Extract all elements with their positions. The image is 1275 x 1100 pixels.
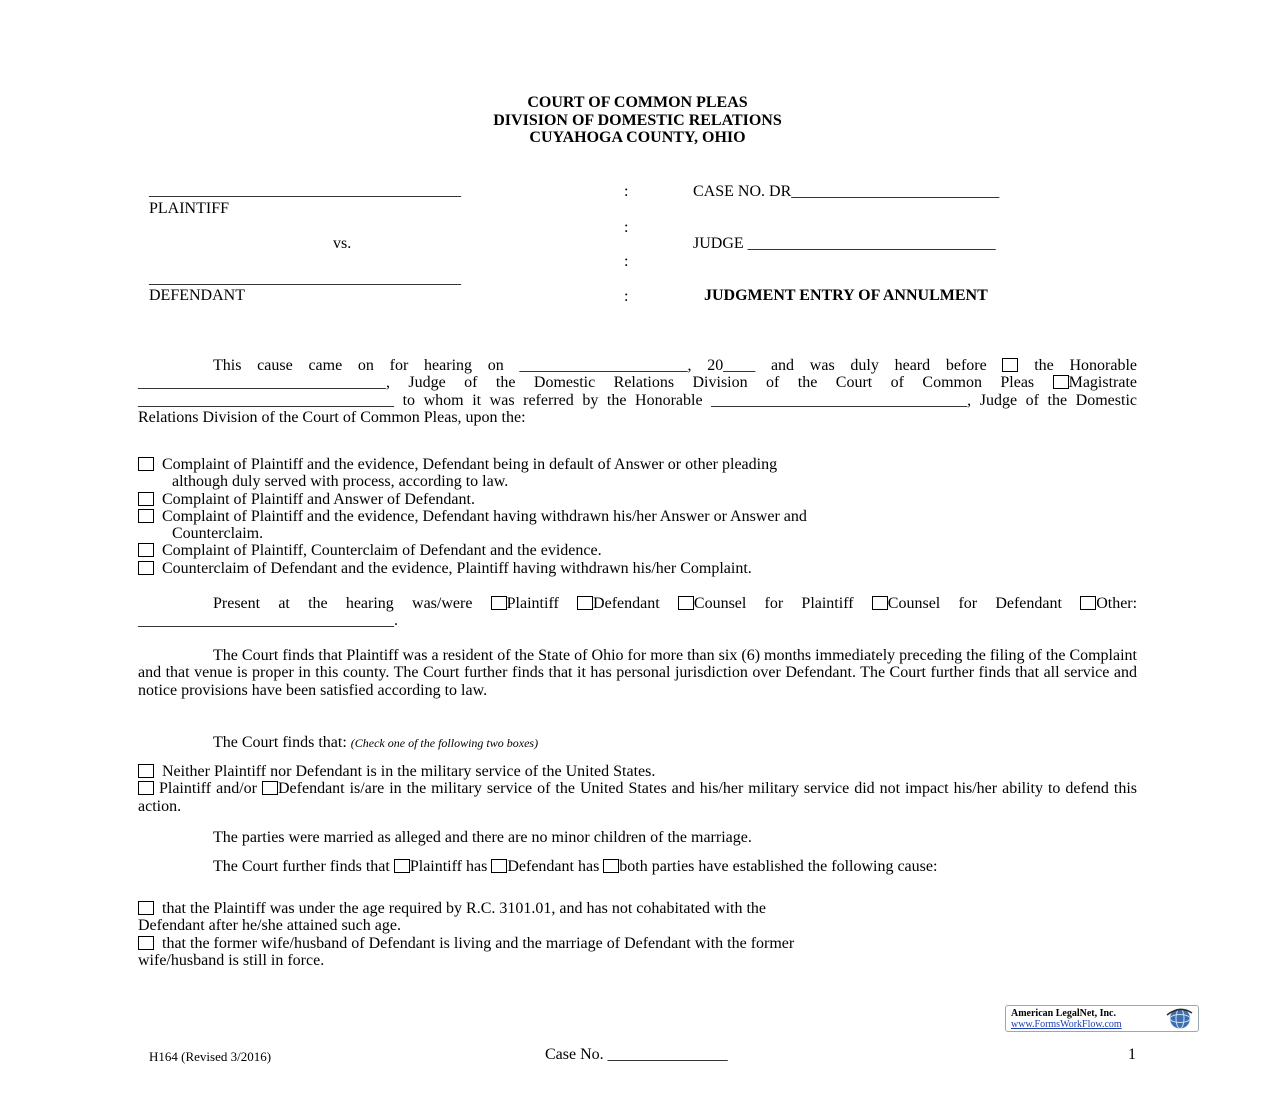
caption-colon: : xyxy=(624,253,629,270)
case-number-field[interactable]: CASE NO. DR__________________________ xyxy=(693,183,1000,200)
court-division: DIVISION OF DOMESTIC RELATIONS xyxy=(493,111,782,129)
military-defendant-checkbox[interactable] xyxy=(262,781,278,795)
form-id: H164 (Revised 3/2016) xyxy=(149,1049,272,1064)
military-none-checkbox[interactable] xyxy=(138,764,154,778)
list-item-continuation: Defendant after he/she attained such age. xyxy=(138,917,401,935)
military-note: (Check one of the following two boxes) xyxy=(350,736,539,750)
list-item: Plaintiff and/or Defendant is/are in the military service of the United States and his/her military service did not impact his/her ability to defend this action. xyxy=(138,780,1138,815)
list-item: Complaint of Plaintiff and the evidence, Defendant having withdrawn his/her Answer or Answer and xyxy=(138,508,1137,525)
present-defendant-checkbox[interactable] xyxy=(577,596,593,610)
cause-defendant-checkbox[interactable] xyxy=(491,859,507,873)
option-checkbox[interactable] xyxy=(138,492,154,506)
military-heading: The Court finds that: (Check one of the following two boxes) xyxy=(213,734,539,751)
vs-label: vs. xyxy=(333,235,352,252)
list-item: Complaint of Plaintiff, Counterclaim of Defendant and the evidence. xyxy=(138,542,1137,559)
list-item: that the Plaintiff was under the age required by R.C. 3101.01, and has not cohabitated with the xyxy=(138,900,1137,917)
magistrate-text: Magistrate ________________________________ to whom it was referred by the Honorable ________________________________, Judge of the Domestic Relations Division of the Court of Common Pleas, upon the: xyxy=(138,374,1138,426)
list-item-continuation: although duly served with process, according to law. xyxy=(172,473,509,491)
option-checkbox[interactable] xyxy=(138,561,154,575)
list-item: Complaint of Plaintiff and Answer of Defendant. xyxy=(138,491,1137,508)
option-checkbox[interactable] xyxy=(138,543,154,557)
caption-colon: : xyxy=(624,183,629,200)
list-item-continuation: wife/husband is still in force. xyxy=(138,951,325,969)
married-paragraph: The parties were married as alleged and there are no minor children of the marriage. xyxy=(213,829,752,846)
military-plaintiff-checkbox[interactable] xyxy=(138,781,154,795)
pleading-options xyxy=(138,456,1137,577)
present-counsel-defendant-checkbox[interactable] xyxy=(872,596,888,610)
judge-text: the Honorable _______________________________, Judge of the Domestic Relations Division of the Court of Common Pleas xyxy=(138,357,1137,392)
list-item: Counterclaim of Defendant and the evidence, Plaintiff having withdrawn his/her Complaint. xyxy=(138,560,1137,577)
court-header xyxy=(0,94,1275,147)
publisher-logo[interactable] xyxy=(1005,1005,1199,1032)
list-item-continuation: Counterclaim. xyxy=(172,525,264,543)
present-counsel-plaintiff-checkbox[interactable] xyxy=(678,596,694,610)
military-options xyxy=(138,763,1137,815)
caption-colon: : xyxy=(624,288,629,305)
document-title: JUDGMENT ENTRY OF ANNULMENT xyxy=(704,287,988,304)
option-checkbox[interactable] xyxy=(138,457,154,471)
cause-bigamy-checkbox[interactable] xyxy=(138,936,154,950)
page-number: 1 xyxy=(1128,1046,1136,1063)
present-other-checkbox[interactable] xyxy=(1080,596,1096,610)
plaintiff-blank[interactable]: _______________________________________ xyxy=(149,182,461,199)
cause-paragraph: The Court further finds that Plaintiff has Defendant has both parties have established the following cause: xyxy=(213,858,938,875)
cause-options xyxy=(138,900,1137,969)
court-name: COURT OF COMMON PLEAS xyxy=(527,94,748,111)
hearing-paragraph xyxy=(138,357,1137,426)
court-county: CUYAHOGA COUNTY, OHIO xyxy=(529,129,746,146)
defendant-blank[interactable]: _______________________________________ xyxy=(149,270,461,287)
magistrate-checkbox[interactable] xyxy=(1053,375,1069,389)
list-item: Neither Plaintiff nor Defendant is in the military service of the United States. xyxy=(138,763,1137,780)
footer-case-number[interactable]: Case No. _______________ xyxy=(545,1046,728,1063)
globe-icon xyxy=(1164,1007,1194,1030)
option-checkbox[interactable] xyxy=(138,509,154,523)
findings-paragraph: The Court finds that Plaintiff was a resident of the State of Ohio for more than six (6) months immediately preceding the filing of the Complaint and that venue is proper in this county. The Court further finds that it has personal jurisdiction over Defendant. The Court further finds that all service and notice provisions have been satisfied according to law. xyxy=(138,647,1137,699)
present-plaintiff-checkbox[interactable] xyxy=(491,596,507,610)
present-other-field[interactable]: Other: ________________________________. xyxy=(138,595,1138,630)
defendant-label: DEFENDANT xyxy=(149,287,245,304)
list-item: Complaint of Plaintiff and the evidence, Defendant being in default of Answer or other pleading xyxy=(138,456,1137,473)
caption-colon: : xyxy=(624,219,629,236)
cause-age-checkbox[interactable] xyxy=(138,901,154,915)
publisher-url[interactable]: www.FormsWorkFlow.com xyxy=(1011,1019,1122,1030)
list-item: that the former wife/husband of Defendant is living and the marriage of Defendant with the former xyxy=(138,935,1137,952)
hearing-text: This cause came on for hearing on _____________________, 20____ and was duly heard before xyxy=(213,357,987,374)
judge-field[interactable]: JUDGE _______________________________ xyxy=(693,235,996,252)
cause-plaintiff-checkbox[interactable] xyxy=(394,859,410,873)
judge-checkbox[interactable] xyxy=(1002,358,1018,372)
present-paragraph: Present at the hearing was/were Plaintiff Defendant Counsel for Plaintiff Counsel for Defendant Other: ________________________________. xyxy=(138,595,1138,630)
plaintiff-label: PLAINTIFF xyxy=(149,200,230,217)
publisher-name: American LegalNet, Inc. xyxy=(1011,1008,1116,1019)
cause-both-checkbox[interactable] xyxy=(603,859,619,873)
